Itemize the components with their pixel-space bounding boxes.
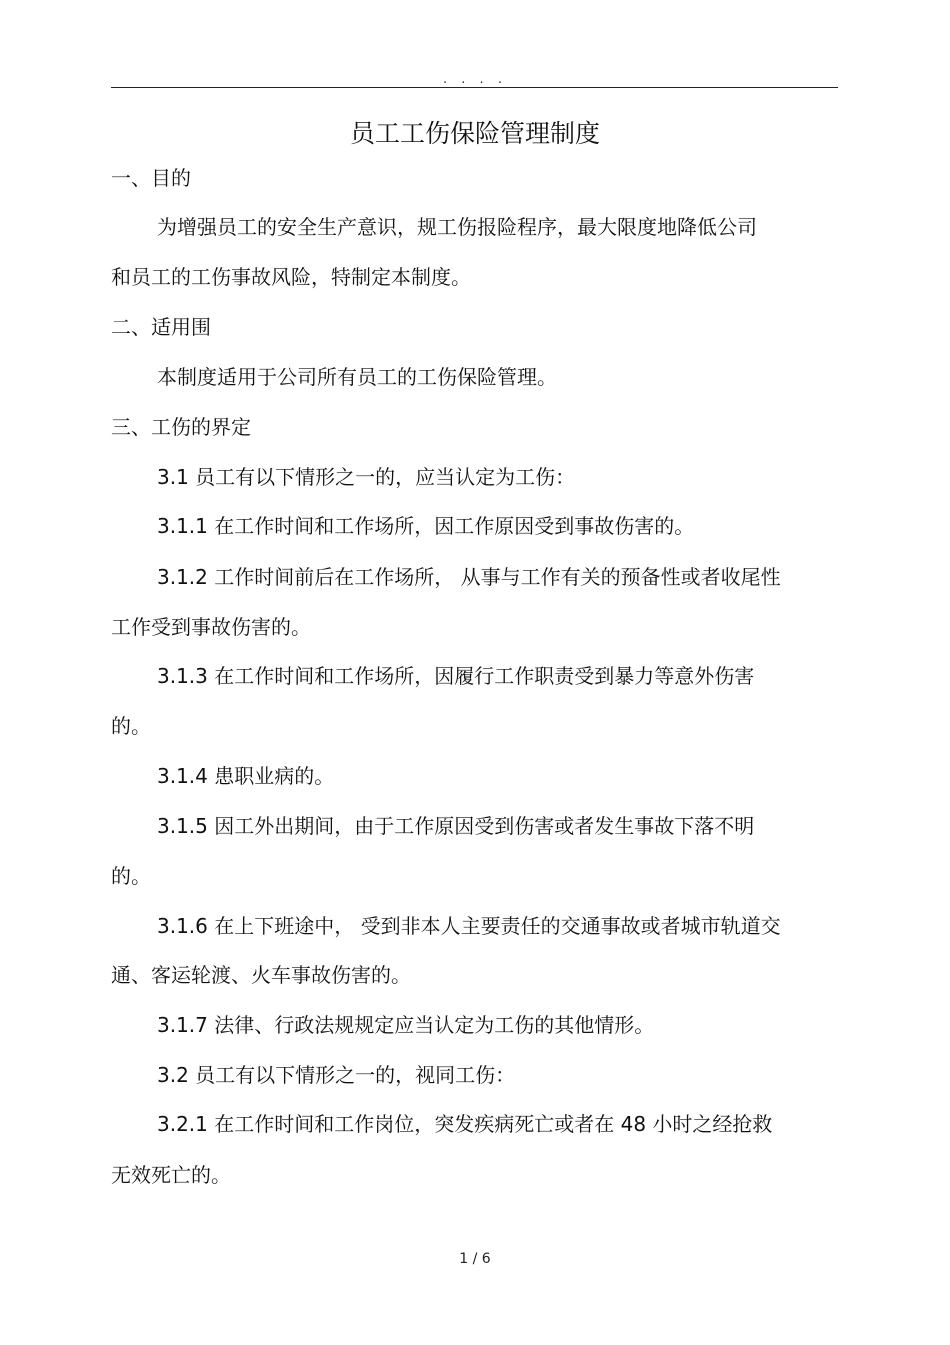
paragraph-line: 的。 [111, 864, 151, 888]
clause-3-1-1: 3.1.1 在工作时间和工作场所，因工作原因受到事故伤害的。 [157, 514, 695, 538]
header-rule [111, 87, 838, 88]
clause-3-2: 3.2 员工有以下情形之一的，视同工伤： [157, 1063, 516, 1087]
section-heading-purpose: 一、目的 [111, 166, 191, 190]
header-dots: . . . . [443, 72, 507, 87]
clause-3-1-2: 3.1.2 工作时间前后在工作场所， 从事与工作有关的预备性或者收尾性 [157, 565, 781, 589]
clause-3-1-7: 3.1.7 法律、行政法规规定应当认定为工伤的其他情形。 [157, 1013, 655, 1037]
section-heading-definition: 三、工伤的界定 [111, 415, 251, 439]
paragraph-line: 通、客运轮渡、火车事故伤害的。 [111, 963, 411, 987]
clause-3-1-6: 3.1.6 在上下班途中， 受到非本人主要责任的交通事故或者城市轨道交 [157, 914, 781, 938]
paragraph-line: 无效死亡的。 [111, 1163, 231, 1187]
section-heading-scope: 二、适用围 [111, 315, 211, 339]
paragraph-line: 的。 [111, 714, 151, 738]
paragraph-line: 为增强员工的安全生产意识，规工伤报险程序，最大限度地降低公司 [157, 215, 757, 239]
paragraph-line: 工作受到事故伤害的。 [111, 615, 311, 639]
clause-3-1-5: 3.1.5 因工外出期间，由于工作原因受到伤害或者发生事故下落不明 [157, 814, 755, 838]
paragraph-line: 和员工的工伤事故风险，特制定本制度。 [111, 265, 471, 289]
clause-3-1-4: 3.1.4 患职业病的。 [157, 764, 335, 788]
page-number: 1 / 6 [459, 1251, 491, 1267]
clause-3-1: 3.1 员工有以下情形之一的，应当认定为工伤： [157, 465, 576, 489]
clause-3-1-3: 3.1.3 在工作时间和工作场所，因履行工作职责受到暴力等意外伤害 [157, 664, 755, 688]
document-title: 员工工伤保险管理制度 [349, 119, 600, 148]
paragraph-line: 本制度适用于公司所有员工的工伤保险管理。 [157, 365, 557, 389]
clause-3-2-1: 3.2.1 在工作时间和工作岗位，突发疾病死亡或者在 48 小时之经抢救 [157, 1112, 773, 1136]
